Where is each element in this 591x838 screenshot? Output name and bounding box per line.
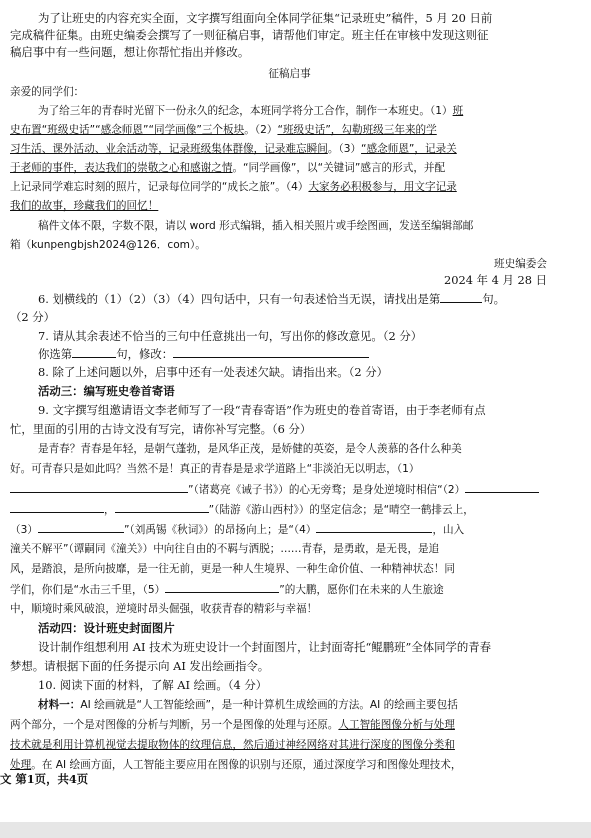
question-9-line-4: 好。可青春只是如此吗？当然不是！真正的青春是是求学道路上“非淡泊无以明志，（1）: [10, 463, 420, 475]
activity-4-heading: 活动四：设计班史封面图片: [38, 621, 175, 635]
intro-line-3: 稿启事中有一些问题，想让你帮忙指出并修改。: [10, 45, 250, 59]
question-9-line-1: 9. 文字撰写组邀请语文李老师写了一段“青春寄语”作为班史的卷首寄语，由于李老师有点: [38, 403, 486, 417]
material-line-3: 技术就是利用计算机视觉去提取物体的纹理信息，然后通过神经网络对其进行深度的图像分类和: [10, 739, 455, 751]
question-9-line-10: 学们，你们是“水击三千里，（5） ”的大鹏，愿你们在未来的人生旅途: [10, 581, 569, 598]
notice-title: 征稿启事: [268, 68, 311, 80]
question-9-line-5: ”（诸葛亮《诫子书》）的心无旁骛；是身处逆境时相信“（2）: [10, 481, 569, 498]
question-7-answer: 你选第 句，修改：: [38, 346, 569, 362]
notice-p2-line-2: 箱（kunpengbjsh2024@126．com）。: [10, 239, 206, 251]
question-10: 10. 阅读下面的材料，了解 AI 绘画。（4 分）: [38, 678, 268, 692]
page-footer: 文 第1页，共4页: [0, 772, 89, 786]
activity-4-desc-line-1: 设计制作组想利用 AI 技术为班史设计一个封面图片，让封面寄托“鲲鹏班”全体同学的青春: [38, 640, 492, 654]
question-9-line-9: 风，是踏浪，是所向披靡，是一往无前，更是一种人生境界、一种生命价值、一种精神状态！同: [10, 563, 455, 575]
notice-p1-line-5: 上记录同学难忘时刻的照片，记录每位同学的“成长之旅”。（4）大家务必积极参与，用文字记录: [10, 181, 457, 193]
bottom-gray-band: [0, 822, 591, 838]
material-line-4: 处理。在 AI 绘画方面，人工智能主要应用在图像的识别与还原，通过深度学习和图像处理技术，: [10, 759, 462, 771]
notice-greeting: 亲爱的同学们：: [10, 86, 85, 98]
notice-p1-line-6: 我们的故事，珍藏我们的回忆！: [10, 200, 159, 212]
notice-date: 2024 年 4 月 28 日: [443, 273, 547, 287]
notice-p1-line-3: 习生活、课外活动、业余活动等，记录班级集体群像，记录难忘瞬间。（3）“感念师恩”，记录关: [10, 143, 457, 155]
material-line-2: 两个部分，一个是对图像的分析与判断，另一个是图像的处理与还原。人工智能图像分析与处理: [10, 719, 455, 731]
question-6: 6. 划横线的（1）（2）（3）（4）四句话中，只有一句表述恰当无误，请找出是第 句。: [38, 292, 506, 306]
question-8: 8. 除了上述问题以外，启事中还有一处表述欠缺。请指出来。（2 分）: [38, 365, 388, 379]
question-9-line-2: 忙，里面的引用的古诗文没有写完，请你补写完整。（6 分）: [10, 422, 312, 436]
activity-4-desc-line-2: 梦想。请根据下面的任务提示向 AI 发出绘画指令。: [10, 659, 270, 673]
notice-p2-line-1: 稿件文体不限，字数不限，请以 word 形式编辑，插入相关照片或手绘图画，发送至编辑部邮: [38, 220, 474, 232]
material-line-1: 材料一：AI 绘画就是“人工智能绘画”，是一种计算机生成绘画的方法。AI 的绘画主要包括: [38, 699, 458, 711]
intro-line-1: 为了让班史的内容充实全面，文字撰写组面向全体同学征集“记录班史”稿件，5 月 20 日前: [38, 11, 493, 25]
activity-3-heading: 活动三：编写班史卷首寄语: [38, 384, 175, 398]
question-9-line-7: （3） ”（刘禹锡《秋词》）的昂扬向上；是“（4） ，山入: [10, 521, 569, 538]
notice-p1-line-4: 于老师的事件，表达我们的崇敬之心和感谢之情。“同学画像”，以“关键词”感言的形式，并配: [10, 162, 446, 174]
question-9-line-6: ， ”（陆游《游山西村》）的坚定信念；是“晴空一鹤排云上，: [10, 501, 569, 518]
intro-line-2: 完成稿件征集。由班史编委会撰写了一则征稿启事，请帮他们审定。班主任在审核中发现这则征: [10, 28, 489, 42]
notice-p1-line-1: 为了给三年的青春时光留下一份永久的纪念，本班同学将分工合作，制作一本班史。（1）班: [38, 105, 464, 117]
question-9-line-8: 潼关不解平”（谭嗣同《潼关》）中向往自由的不羁与洒脱；……青春，是勇敢，是无畏，是追: [10, 543, 440, 555]
question-9-line-3: 是青春？青春是年轻，是朝气蓬勃，是风华正茂，是娇健的英姿，是令人羡慕的各什么种美: [38, 443, 462, 455]
question-6-score: （2 分）: [10, 310, 56, 324]
notice-p1-line-2: 史布置“班级史话”“感念师恩”“同学画像”三个板块。（2）“班级史话”，勾勒班级三年来的学: [10, 124, 437, 136]
notice-signature: 班史编委会: [494, 258, 547, 270]
question-9-line-11: 中，顺境时乘风破浪，逆境时昂头倔强，收获青春的精彩与幸福！: [10, 603, 318, 615]
question-7: 7. 请从其余表述不恰当的三句中任意挑出一句，写出你的修改意见。（2 分）: [38, 329, 423, 343]
